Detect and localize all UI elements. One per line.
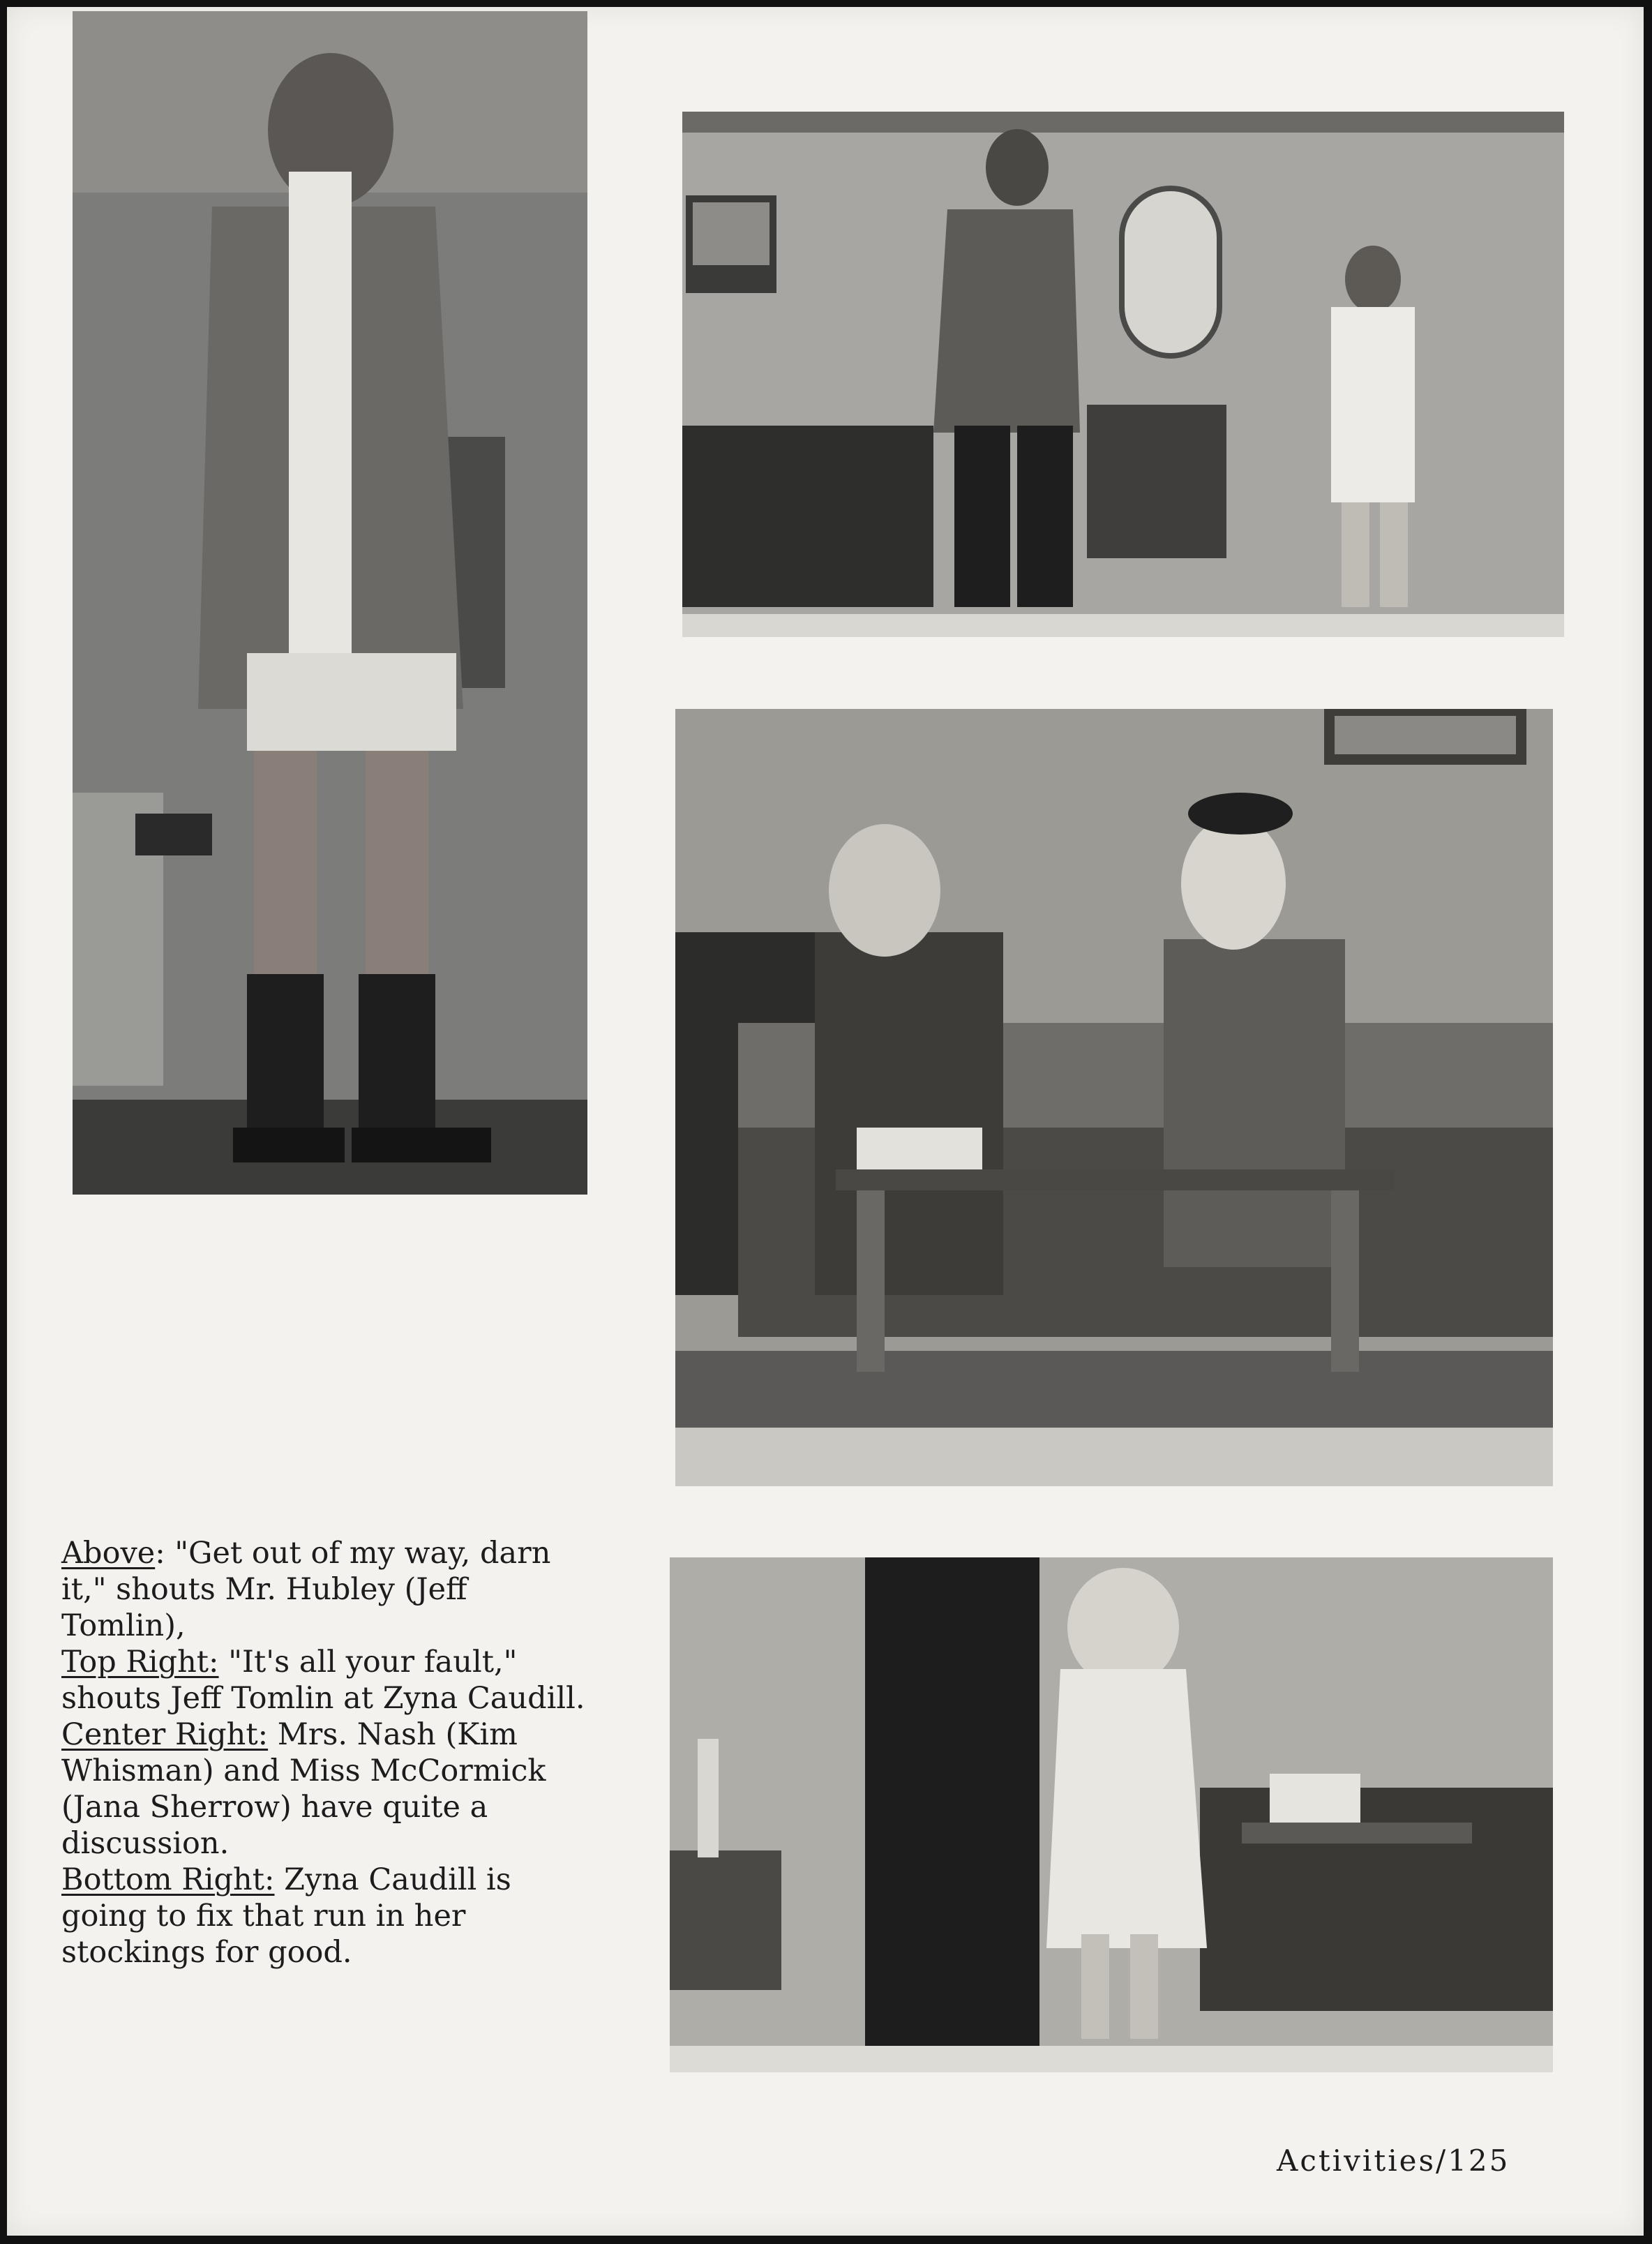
caption-lead-bottom-right: Bottom Right: [61, 1862, 275, 1897]
page-folio: Activities/125 [1277, 2144, 1510, 2178]
photo-above [73, 11, 587, 1195]
caption-center-right [61, 1716, 592, 1862]
caption-top-right [61, 1644, 592, 1716]
photo-top-right [682, 112, 1564, 637]
caption-above [61, 1535, 592, 1644]
caption-lead-top-right: Top Right: [61, 1645, 219, 1680]
caption-text-bottom-right: Zyna Caudill is going to fix that run in her stockings for good. [61, 1862, 511, 1970]
caption-sep-above: : [155, 1536, 165, 1571]
photo-bottom-right [670, 1557, 1553, 2072]
yearbook-page [7, 7, 1644, 2236]
caption-text-above: "Get out of my way, darn it," shouts Mr. Hubley (Jeff Tomlin), [61, 1536, 551, 1643]
caption-text-top-right: "It's all your fault," shouts Jeff Tomlin at Zyna Caudill. [61, 1645, 585, 1716]
caption-bottom-right [61, 1862, 592, 1970]
photo-caption [61, 1535, 592, 1970]
caption-text-center-right: Mrs. Nash (Kim Whisman) and Miss McCormick (Jana Sherrow) have quite a discussion. [61, 1717, 546, 1861]
caption-lead-above: Above [61, 1536, 156, 1571]
caption-lead-center-right: Center Right: [61, 1717, 269, 1752]
photo-center-right [675, 709, 1553, 1486]
